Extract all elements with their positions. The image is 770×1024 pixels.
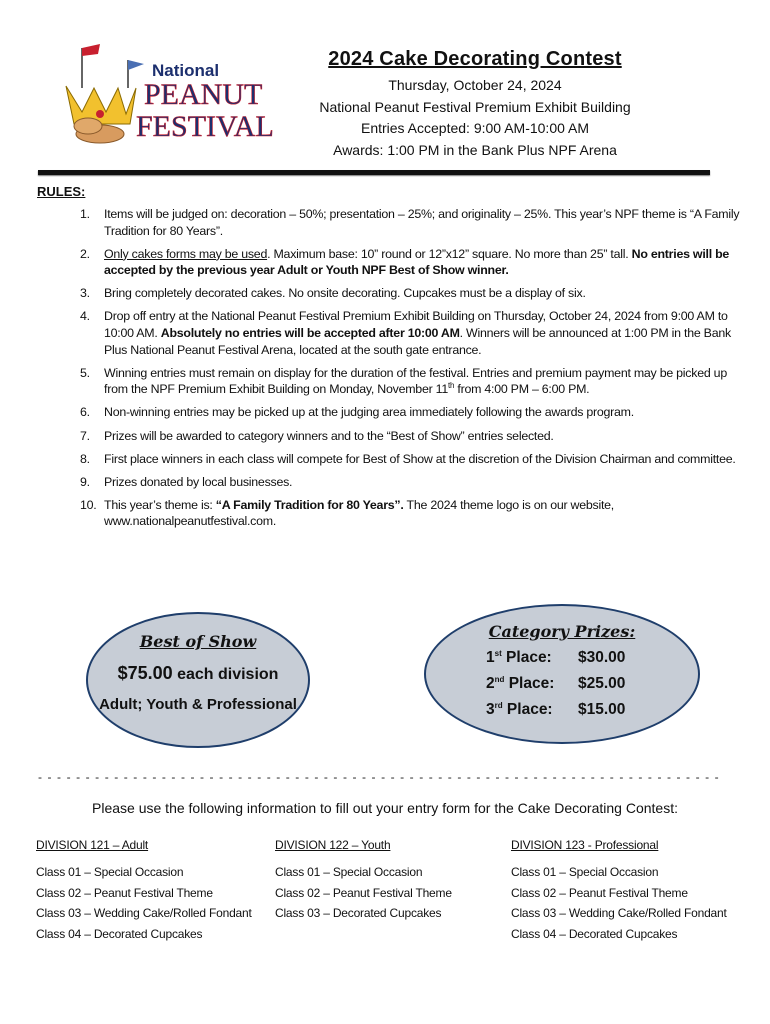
- event-location: National Peanut Festival Premium Exhibit Building: [319, 98, 631, 115]
- prize-place: [486, 675, 578, 693]
- place-number: 1: [486, 649, 495, 666]
- best-of-show-title: Best of Show: [139, 632, 257, 651]
- place-label: Place:: [504, 675, 555, 692]
- logo-line-peanut: PEANUT: [144, 78, 263, 111]
- place-label: Place:: [502, 701, 553, 718]
- prize-row: [426, 649, 698, 667]
- division-heading: DIVISION 122 – Youth: [275, 838, 391, 852]
- rule-number: 8.: [80, 451, 90, 466]
- category-prizes-panel: [424, 604, 700, 744]
- rule-bold-text: No entries will be accepted by the previous year Adult or Youth NPF Best of Show winner.: [104, 246, 730, 278]
- prize-amount: $15.00: [578, 701, 626, 718]
- rule-item: [80, 285, 740, 302]
- rule-item: [80, 308, 740, 358]
- prize-row: [426, 701, 698, 719]
- rule-item: [80, 451, 740, 468]
- class-item: Class 02 – Peanut Festival Theme: [36, 885, 213, 900]
- place-number: 2: [486, 675, 495, 692]
- rules-list: [80, 206, 740, 537]
- rule-number: 7.: [80, 428, 90, 443]
- entries-time: Entries Accepted: 9:00 AM-10:00 AM: [360, 120, 590, 136]
- rule-underlined-text: Only cakes forms may be used: [104, 246, 268, 261]
- class-item: Class 03 – Decorated Cupcakes: [275, 906, 442, 920]
- ordinal-suffix: nd: [494, 674, 505, 684]
- rule-text-part: Winning entries must remain on display for the duration of the festival. Entries and premium payment may be picked up from the NPF Premium Exhibit Building on Monday, November 11: [104, 365, 727, 397]
- rule-number: 6.: [80, 405, 90, 420]
- class-item: Class 01 – Special Occasion: [511, 865, 659, 879]
- class-item: Class 04 – Decorated Cupcakes: [36, 926, 203, 941]
- place-label: Place:: [501, 649, 552, 666]
- best-of-show-amount: $75.00: [117, 663, 173, 683]
- rule-number: 2.: [80, 246, 90, 261]
- division-professional: [511, 838, 727, 944]
- division-youth: [275, 838, 452, 924]
- class-item: Class 02 – Peanut Festival Theme: [511, 885, 688, 900]
- class-item: Class 01 – Special Occasion: [36, 865, 184, 879]
- prize-amount: $30.00: [578, 649, 626, 666]
- rule-text: Items will be judged on: decoration – 50%; presentation – 25%; and originality – 25%. This year’s NPF theme is “A Family Tradition for 80 Years”.: [104, 207, 740, 238]
- rule-number: 1.: [80, 207, 90, 221]
- rule-item: [80, 404, 740, 421]
- event-header: [290, 48, 660, 161]
- logo-line-festival: FESTIVAL: [136, 110, 274, 143]
- rules-heading: RULES:: [37, 184, 86, 199]
- rule-number: 4.: [80, 309, 90, 324]
- page-title: 2024 Cake Decorating Contest: [328, 48, 622, 70]
- rule-number: 10.: [80, 497, 97, 512]
- rule-item: [80, 474, 740, 491]
- event-date: Thursday, October 24, 2024: [388, 77, 562, 93]
- rule-number: 5.: [80, 365, 90, 380]
- rule-item: [80, 365, 740, 398]
- rule-item: [80, 428, 740, 445]
- rule-item: [80, 497, 740, 530]
- class-item: Class 04 – Decorated Cupcakes: [511, 926, 678, 941]
- ordinal-suffix: st: [494, 648, 502, 658]
- rule-item: [80, 206, 740, 239]
- class-item: Class 02 – Peanut Festival Theme: [275, 885, 452, 900]
- division-heading: DIVISION 123 - Professional: [511, 838, 659, 852]
- rule-text-part: . Maximum base: 10” round or 12”x12” square. No more than 25” tall.: [267, 246, 632, 261]
- rule-text: First place winners in each class will compete for Best of Show at the discretion of the Division Chairman and committee.: [104, 451, 736, 466]
- rule-text: [104, 246, 740, 279]
- best-of-show-prize: [88, 663, 308, 684]
- rule-item: [80, 246, 740, 279]
- header-divider: [38, 170, 710, 175]
- class-item: Class 01 – Special Occasion: [275, 865, 423, 879]
- entry-form-instruction: Please use the following information to fill out your entry form for the Cake Decorating Contest:: [92, 800, 678, 816]
- rule-number: 3.: [80, 286, 90, 301]
- class-item: Class 03 – Wedding Cake/Rolled Fondant: [511, 906, 727, 920]
- rule-text-part: from 4:00 PM – 6:00 PM.: [454, 382, 590, 397]
- rule-bold-text: Absolutely no entries will be accepted after 10:00 AM: [160, 326, 460, 341]
- class-item: Class 03 – Wedding Cake/Rolled Fondant: [36, 906, 252, 920]
- cut-line: - - - - - - - - - - - - - - - - - - - - - - - - - - - - - - - - - - - - - - - - - - - - - - - - - - - - - - - - - - - - - - - - - - - - - - - -: [38, 770, 720, 784]
- division-heading: DIVISION 121 – Adult: [36, 838, 149, 852]
- national-peanut-festival-logo: [60, 38, 274, 146]
- rule-bold-text: “A Family Tradition for 80 Years”.: [215, 497, 404, 512]
- prize-place: [486, 701, 578, 719]
- category-prizes-title: Category Prizes:: [488, 622, 636, 641]
- best-of-show-amount-suffix: each division: [172, 666, 279, 683]
- rule-text-part: This year’s theme is:: [104, 497, 216, 512]
- rule-text: [104, 308, 740, 358]
- best-of-show-divisions: Adult; Youth & Professional: [99, 696, 297, 713]
- prize-amount: $25.00: [578, 675, 626, 692]
- rule-text: Bring completely decorated cakes. No onsite decorating. Cupcakes must be a display of six.: [104, 286, 586, 301]
- rule-text: [104, 497, 740, 530]
- rule-text-part: The 2024 theme logo is on our website, www.nationalpeanutfestival.com.: [104, 497, 615, 529]
- best-of-show-panel: [86, 612, 310, 748]
- rule-text: [104, 365, 740, 398]
- ordinal-suffix: rd: [494, 700, 503, 710]
- ordinal-suffix: th: [448, 381, 455, 391]
- rule-text: Non-winning entries may be picked up at the judging area immediately following the awards program.: [104, 405, 634, 420]
- prize-place: [486, 649, 578, 667]
- rule-text-part: Drop off entry at the National Peanut Festival Premium Exhibit Building on Thursday, October 24, 2024 from 9:00 AM to 10:00 AM.: [104, 309, 728, 341]
- rule-text: Prizes will be awarded to category winners and to the “Best of Show” entries selected.: [104, 428, 554, 443]
- logo-line-national: National: [152, 61, 220, 80]
- rule-number: 9.: [80, 474, 90, 489]
- rule-text: Prizes donated by local businesses.: [104, 474, 293, 489]
- awards-time: Awards: 1:00 PM in the Bank Plus NPF Arena: [333, 141, 617, 158]
- prize-row: [426, 675, 698, 693]
- rule-text-part: . Winners will be announced at 1:00 PM in the Bank Plus National Peanut Festival Arena, located at the south gate entrance.: [104, 326, 731, 357]
- division-adult: [36, 838, 252, 944]
- place-number: 3: [486, 701, 495, 718]
